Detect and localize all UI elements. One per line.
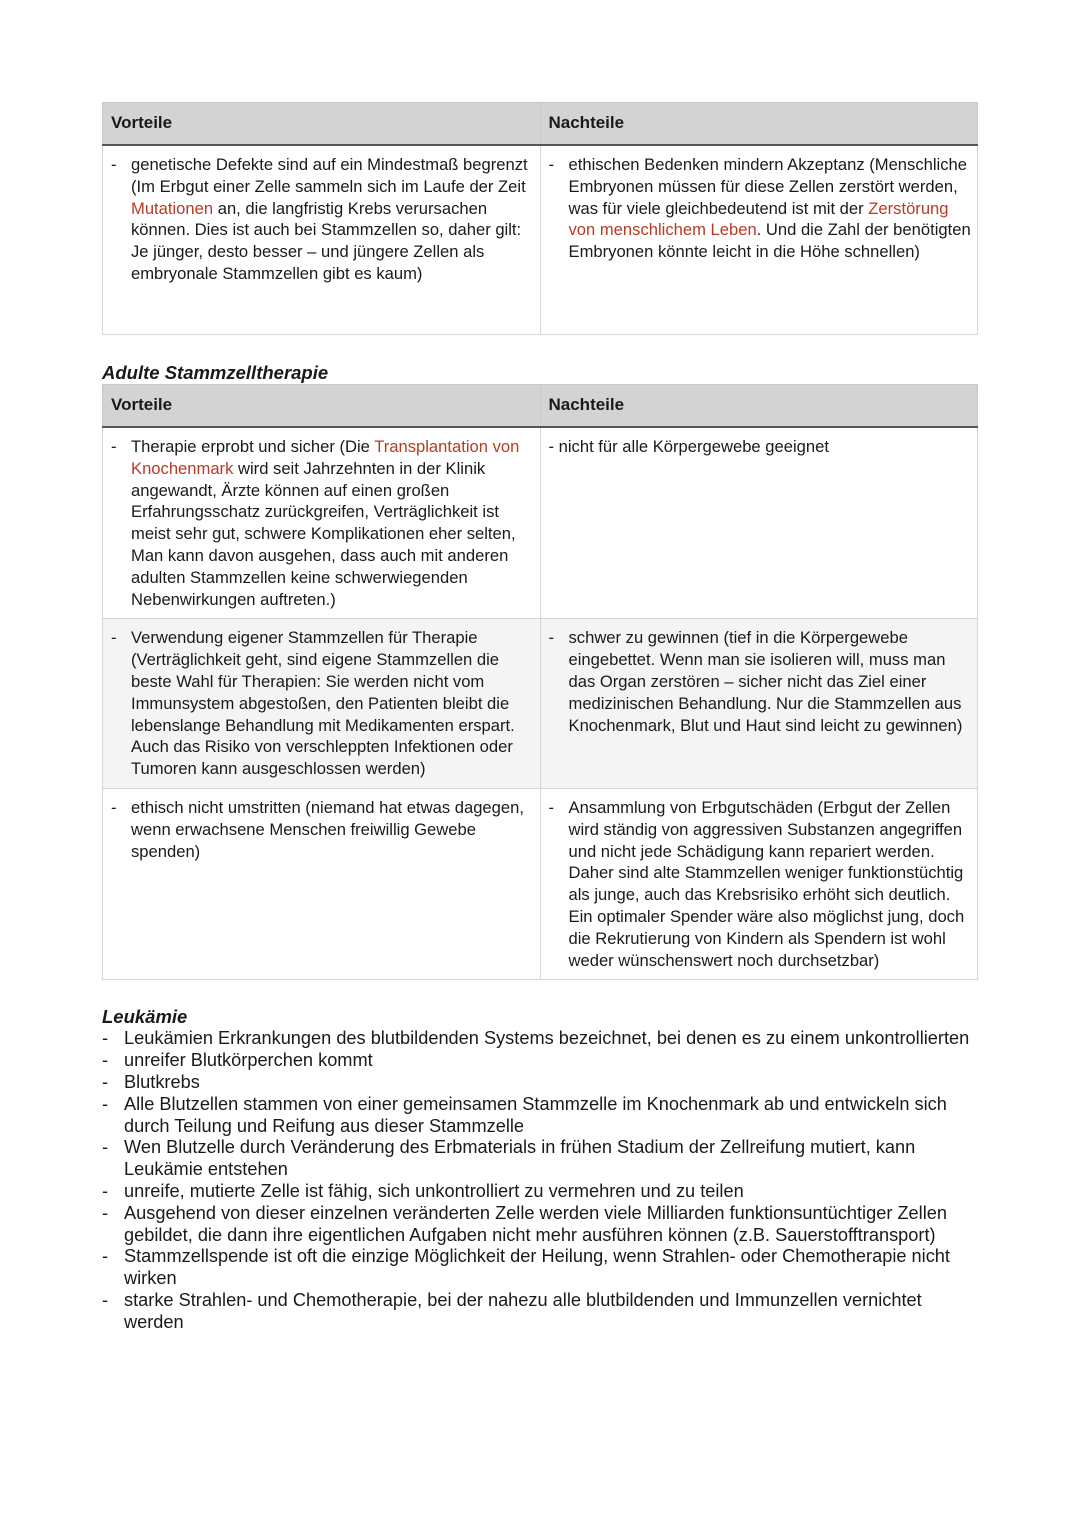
dash-bullet: - — [102, 1028, 109, 1049]
dash-bullet: - — [548, 797, 555, 817]
table-cell-pro — [103, 145, 541, 335]
table-row — [103, 788, 978, 979]
table-cell-pro — [103, 619, 541, 789]
dash-bullet: - — [111, 628, 117, 648]
highlight-term: Transplantation von Knochenmark — [131, 437, 520, 478]
cell-content — [549, 436, 972, 458]
table-cell-con — [540, 788, 978, 979]
list-item-text: unreifer Blutkörperchen kommt — [124, 1050, 373, 1071]
header-nachteile: Nachteile — [540, 103, 978, 146]
dash-bullet: - — [102, 1093, 109, 1114]
table-row — [103, 619, 978, 789]
dash-bullet: - — [102, 1137, 109, 1158]
table-cell-pro — [103, 788, 541, 979]
cell-text: schwer zu gewinnen (tief in die Körpergewebe eingebettet. Wenn man sie isolieren will, muss man das Organ zerstören – sicher nicht das Ziel einer medizinischen Behandlung. Nur die Stammzellen aus Knochenmark, Blut und Haut sind leicht zu gewinnen) — [568, 628, 963, 735]
cell-text: Verwendung eigener Stammzellen für Therapie (Verträglichkeit geht, sind eigene Stammzellen die beste Wahl für Therapien: Sie werden nicht vom Immunsystem abgestoßen, den Patienten bleibt die lebenslange Behandlung mit Medikamenten erspart. Auch das Risiko von verschleppten Infektionen oder Tumoren kann ausgeschlossen werden) — [131, 628, 515, 779]
table-cell-pro — [103, 427, 541, 619]
dash-bullet: - — [102, 1050, 109, 1071]
list-item — [102, 1181, 978, 1203]
dash-bullet: - — [102, 1180, 109, 1201]
list-item — [102, 1050, 978, 1072]
list-item-text: unreife, mutierte Zelle ist fähig, sich unkontrolliert zu vermehren und zu teilen — [124, 1180, 744, 1201]
list-item-text: Blutkrebs — [124, 1071, 200, 1092]
cell-text: genetische Defekte sind auf ein Mindestmaß begrenzt (Im Erbgut einer Zelle sammeln sich im Laufe der Zeit — [131, 155, 528, 196]
dash-bullet: - — [102, 1202, 109, 1223]
list-item-text: starke Strahlen- und Chemotherapie, bei der nahezu alle blutbildenden und Immunzellen vernichtet werden — [124, 1289, 922, 1332]
list-item — [102, 1094, 978, 1138]
cell-text: Therapie erprobt und sicher (Die — [131, 437, 375, 456]
cell-text: - nicht für alle Körpergewebe geeignet — [548, 437, 829, 456]
table-row — [103, 145, 978, 335]
list-item-text: Wen Blutzelle durch Veränderung des Erbmaterials in frühen Stadium der Zellreifung mutiert, kann Leukämie entstehen — [124, 1137, 916, 1180]
cell-content — [111, 154, 534, 285]
highlight-term: Zerstörung von menschlichem Leben — [568, 198, 949, 240]
dash-bullet: - — [111, 797, 117, 817]
list-item-text: Alle Blutzellen stammen von einer gemeinsamen Stammzelle im Knochenmark ab und entwickeln sich durch Teilung und Reifung aus dieser Stammzelle — [124, 1093, 947, 1136]
adult-pros-cons-table — [102, 384, 978, 980]
table-row — [103, 427, 978, 619]
table-header-row — [103, 385, 978, 428]
cell-content — [111, 436, 534, 610]
list-item — [102, 1137, 978, 1181]
dash-bullet: - — [548, 628, 555, 648]
cell-content — [549, 627, 972, 736]
cell-text: . Und die Zahl der benötigten Embryonen könnte leicht in die Höhe schnellen) — [568, 220, 971, 262]
document-page — [102, 102, 978, 1333]
cell-text: ethischen Bedenken mindern Akzeptanz (Menschliche Embryonen müssen für diese Zellen zerstört werden, was für viele gleichbedeutend ist mit der — [568, 155, 967, 218]
section-title-leukaemie: Leukämie — [102, 1006, 188, 1028]
list-item — [102, 1203, 978, 1247]
list-item-text: Stammzellspende ist oft die einzige Möglichkeit der Heilung, wenn Strahlen- oder Chemotherapie nicht wirken — [124, 1246, 950, 1289]
cell-content — [111, 797, 534, 862]
cell-text: wird seit Jahrzehnten in der Klinik angewandt, Ärzte können auf einen großen Erfahrungsschatz zurückgreifen, Verträglichkeit ist meist sehr gut, schwere Komplikationen eher selten, Man kann davon ausgehen, dass auch mit anderen adulten Stammzellen keine schwerwiegenden Nebenwirkungen auftreten.) — [131, 458, 516, 609]
cell-text: ethisch nicht umstritten (niemand hat etwas dagegen, wenn erwachsene Menschen freiwillig Gewebe spenden) — [131, 797, 524, 861]
dash-bullet: - — [111, 155, 117, 174]
header-nachteile: Nachteile — [540, 385, 978, 428]
table-cell-con — [540, 427, 978, 619]
dash-bullet: - — [102, 1289, 109, 1310]
cell-content — [549, 154, 972, 263]
table-cell-con — [540, 619, 978, 789]
header-vorteile: Vorteile — [103, 385, 541, 428]
dash-bullet: - — [548, 155, 555, 174]
list-item — [102, 1072, 978, 1094]
list-item — [102, 1290, 978, 1334]
cell-content — [111, 627, 534, 780]
leukaemie-list — [102, 1028, 978, 1333]
table-header-row — [103, 103, 978, 146]
table-cell-con — [540, 145, 978, 335]
section-title-adulte: Adulte Stammzelltherapie — [102, 362, 329, 383]
cell-text: an, die langfristig Krebs verursachen können. Dies ist auch bei Stammzellen so, daher gilt: Je jünger, desto besser – und jüngere Zellen als embryonale Stammzellen gibt es kaum) — [131, 198, 522, 283]
list-item-text: Ausgehend von dieser einzelnen veränderten Zelle werden viele Milliarden funktionsuntüchtiger Zellen gebildet, die dann ihre eigentlichen Aufgaben nicht mehr ausführen können (z.B. Sauerstofftransport) — [124, 1202, 947, 1245]
dash-bullet: - — [102, 1246, 109, 1267]
list-item-text: Leukämien Erkrankungen des blutbildenden Systems bezeichnet, bei denen es zu einem unkontrollierten — [124, 1028, 970, 1049]
embryonic-pros-cons-table — [102, 102, 978, 335]
dash-bullet: - — [102, 1071, 109, 1092]
header-vorteile: Vorteile — [103, 103, 541, 146]
list-item — [102, 1246, 978, 1290]
dash-bullet: - — [111, 437, 117, 456]
highlight-term: Mutationen — [131, 198, 214, 218]
cell-text: Ansammlung von Erbgutschäden (Erbgut der Zellen wird ständig von aggressiven Substanzen angegriffen und nicht jede Schädigung kann repariert werden. Daher sind alte Stammzellen weniger funktionstüchtig als junge, auch das Krebsrisiko erhöht sich deutlich. Ein optimaler Spender wäre also möglichst jung, doch die Rekrutierung von Kindern als Spendern ist wohl weder wünschenswert noch durchsetzbar) — [568, 797, 965, 970]
cell-content — [549, 797, 972, 971]
list-item — [102, 1028, 978, 1050]
